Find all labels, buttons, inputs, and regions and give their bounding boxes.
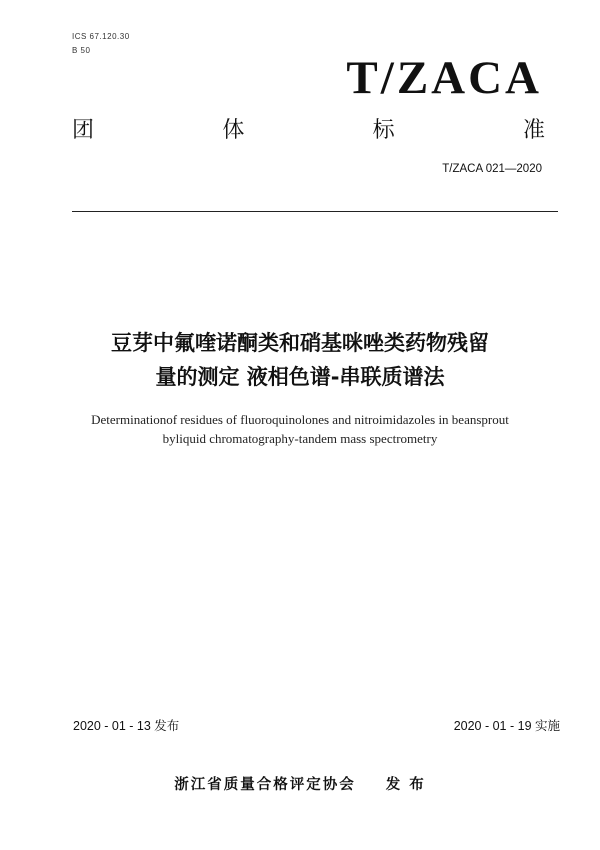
chinese-title-line: 豆芽中氟喹诺酮类和硝基咪唑类药物残留 [111,331,489,355]
header-divider [72,211,558,212]
publish-date: 2020 - 01 - 13 发布 [73,719,180,733]
standard-logo: T/ZACA [346,52,542,104]
standard-type-char: 体 [222,118,245,143]
standard-type-char: 标 [372,118,395,143]
implement-date: 2020 - 01 - 19 实施 [453,719,560,733]
issuer-line [0,773,600,794]
chinese-title-line: 量的测定 液相色谱-串联质谱法 [155,365,445,389]
english-title-line: Determinationof residues of fluoroquinolones and nitroimidazoles in beansprout [91,412,509,427]
classification-codes [72,30,130,58]
english-title-line: byliquid chromatography-tandem mass spectrometry [162,431,438,446]
issuer-name: 浙江省质量合格评定协会 [174,777,356,793]
chinese-title [0,326,600,394]
issuer-action: 发 布 [385,777,426,793]
ccs-code: B 50 [72,46,91,55]
english-title [0,410,600,448]
standard-number: T/ZACA 021—2020 [442,163,542,175]
ics-code: ICS 67.120.30 [72,32,130,41]
standard-type-char: 准 [522,118,545,143]
standard-type [72,117,545,145]
standard-type-char: 团 [72,118,95,143]
